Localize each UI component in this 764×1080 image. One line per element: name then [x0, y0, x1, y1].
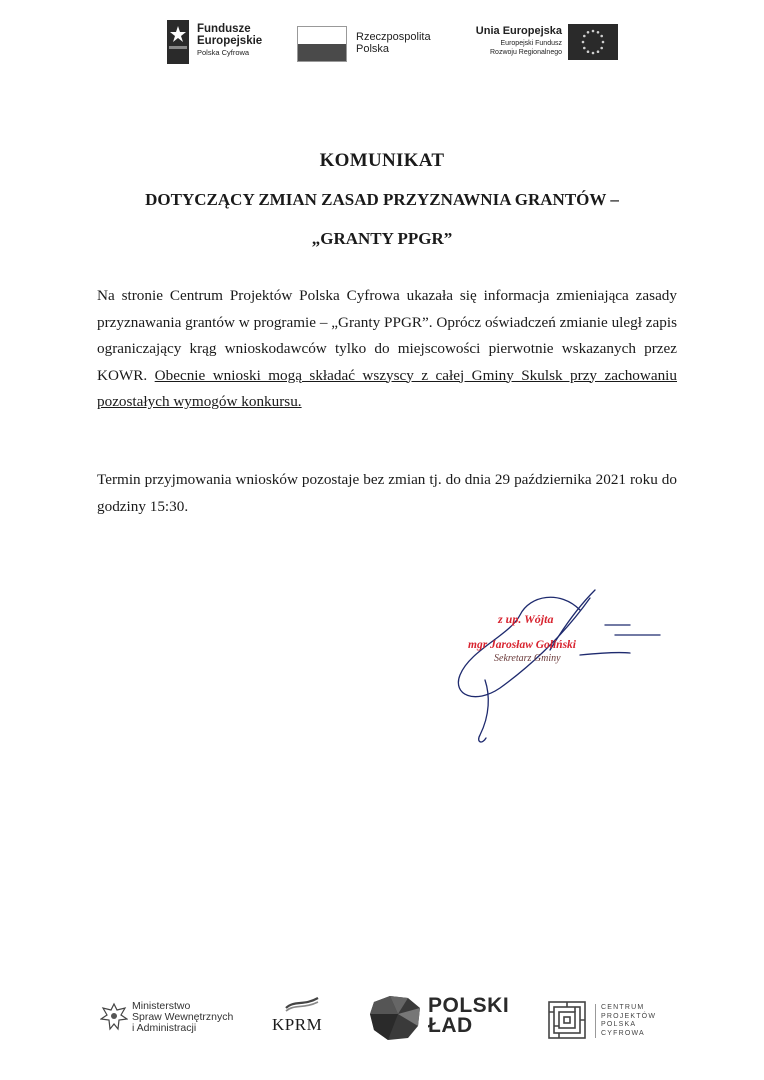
- document-title: KOMUNIKAT: [319, 150, 445, 171]
- cppc-line2: PROJEKTÓW: [601, 1012, 657, 1020]
- polish-flag-icon: [297, 26, 347, 62]
- stamp-line1: z up. Wójta: [498, 612, 554, 626]
- kprm-flag-icon: [284, 996, 320, 1012]
- eagle-emblem-icon: [100, 1002, 128, 1032]
- paragraph-1-text: Na stronie Centrum Projektów Polska Cyfrowa ukazała się informacja zmieniająca zasady przyznawania grantów w programie – „Granty PPGR”. Oprócz oświadczeń zmianie uległ zapis ograniczający krąg wnioskodawców tylko do miejscowości pierwotnie wskazanych przez KOWR.: [97, 287, 677, 384]
- kprm-logo: [270, 996, 334, 1038]
- stamp-line3: Sekretarz Gminy: [494, 653, 561, 664]
- paragraph-1: [97, 283, 677, 416]
- cppc-maze-icon: [545, 998, 589, 1042]
- kprm-text: KPRM: [272, 1015, 323, 1034]
- stamp-line2: mgr Jarosław Goliński: [468, 639, 576, 651]
- mswia-logo: [100, 998, 240, 1038]
- fundusze-star-icon: [167, 20, 189, 64]
- polski-lad-logo: [368, 994, 518, 1044]
- official-stamp: [460, 612, 630, 664]
- unia-europejska-sub2: Rozwoju Regionalnego: [490, 48, 562, 56]
- unia-europejska-sub1: Europejski Fundusz: [500, 39, 562, 47]
- cppc-line1: CENTRUM: [601, 1004, 645, 1011]
- document-subtitle-line1: DOTYCZĄCY ZMIAN ZASAD PRZYZNAWNIA GRANTÓW –: [145, 190, 619, 209]
- fundusze-line1: Fundusze: [197, 23, 251, 35]
- fundusze-line2: Europejskie: [197, 35, 263, 48]
- centrum-projektow-logo: [545, 998, 655, 1044]
- document-subtitle-line2: „GRANTY PPGR”: [311, 229, 453, 248]
- polski-lad-line2: ŁAD: [428, 1014, 473, 1037]
- mswia-line1: Ministerstwo: [132, 1000, 191, 1012]
- rzeczpospolita-polska-logo: [297, 26, 447, 66]
- fundusze-europejskie-logo: [167, 20, 277, 64]
- eu-flag-icon: [568, 24, 618, 60]
- paragraph-2: Termin przyjmowania wniosków pozostaje bez zmian tj. do dnia 29 października 2021 roku do godziny 15:30.: [97, 471, 677, 515]
- unia-europejska-logo: [466, 24, 618, 64]
- cppc-line4: CYFROWA: [601, 1029, 645, 1037]
- mswia-line2: Spraw Wewnętrznych: [132, 1011, 234, 1023]
- fundusze-sub: Polska Cyfrowa: [197, 48, 250, 58]
- paragraph-1-underlined: Obecnie wnioski mogą składać wszyscy z całej Gminy Skulsk przy zachowaniu pozostałych wymogów konkursu.: [97, 366, 678, 410]
- handwritten-signature: [430, 580, 670, 750]
- polski-lad-map-icon: [368, 994, 424, 1042]
- rzeczpospolita-line1: Rzeczpospolita: [356, 31, 431, 43]
- rzeczpospolita-line2: Polska: [356, 42, 390, 55]
- mswia-line3: i Administracji: [132, 1022, 197, 1034]
- unia-europejska-name: Unia Europejska: [475, 25, 562, 37]
- polski-lad-line1: POLSKI: [428, 994, 510, 1017]
- cppc-line3: POLSKA: [601, 1021, 637, 1028]
